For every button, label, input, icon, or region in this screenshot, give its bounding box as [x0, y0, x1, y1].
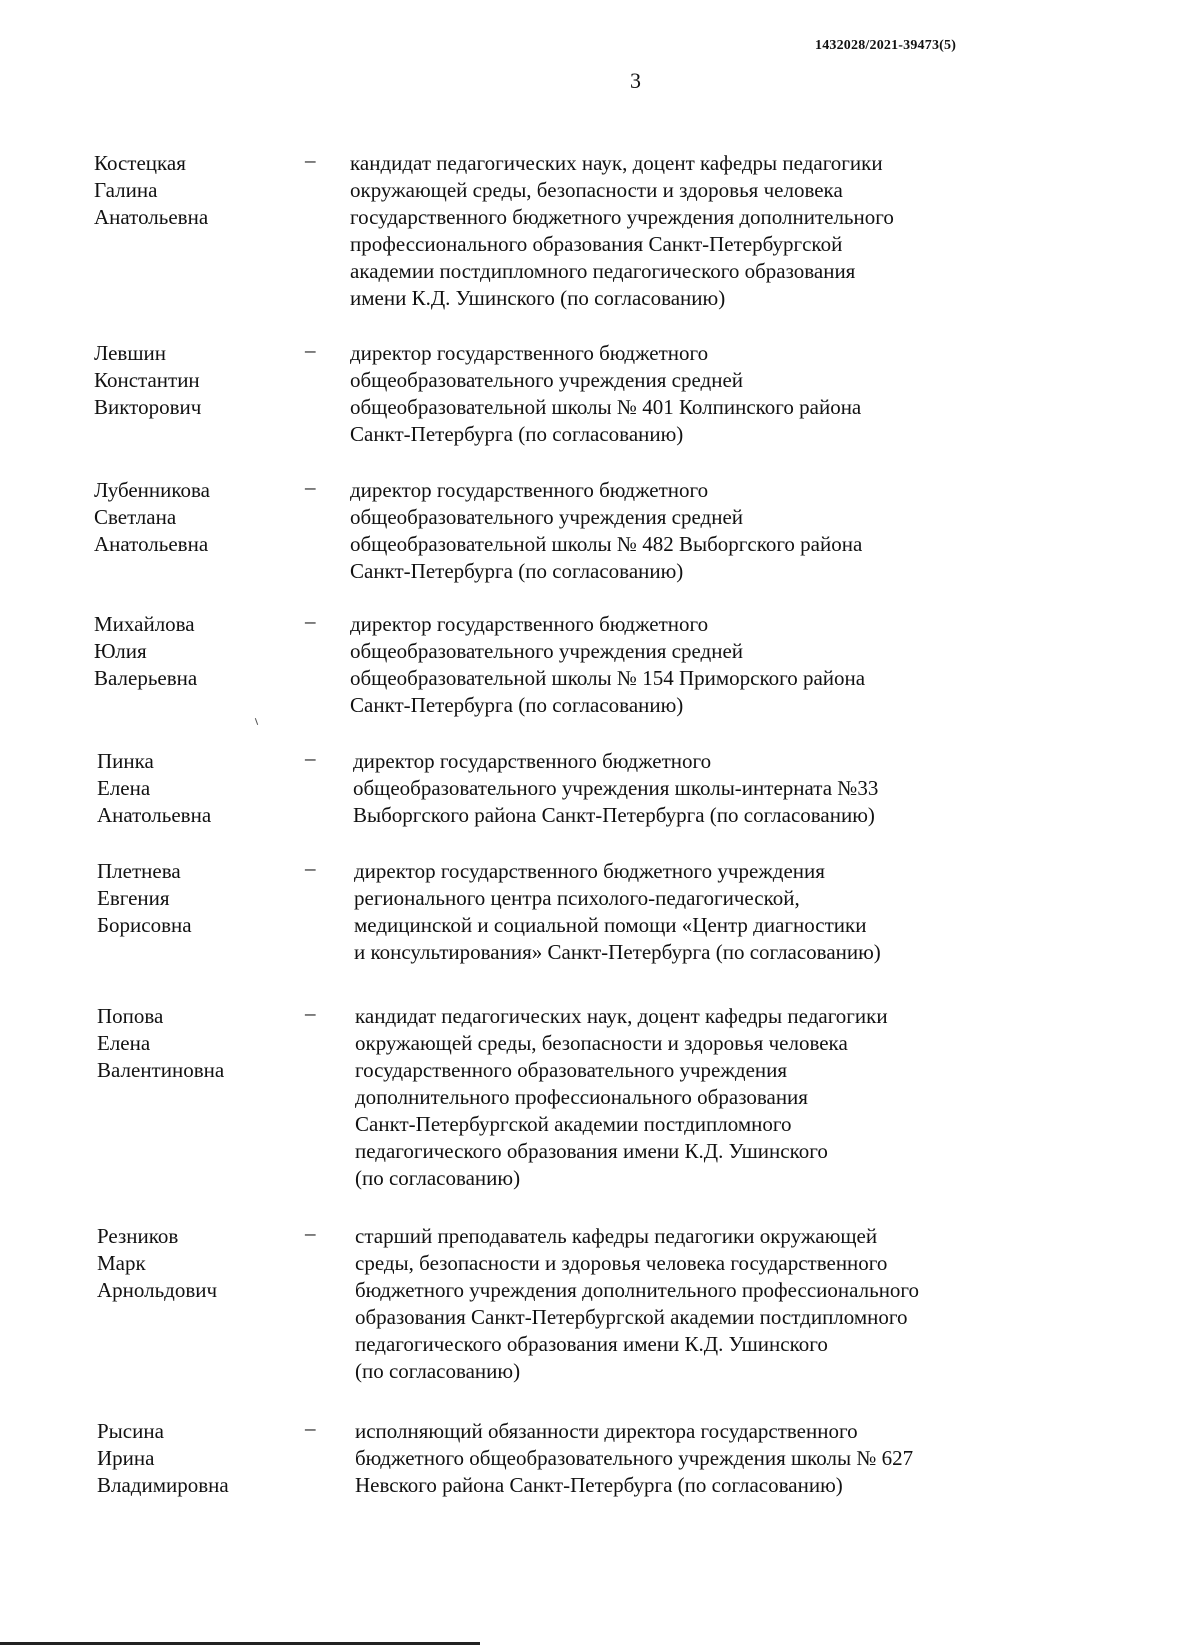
- member-role-line: директор государственного бюджетного: [350, 478, 709, 502]
- scan-mark: [255, 718, 258, 725]
- member-role: [353, 748, 1033, 829]
- member-role-line: Санкт-Петербургской академии постдипломного: [355, 1112, 792, 1136]
- member-name-line: Константин: [94, 368, 200, 392]
- member-role-line: академии постдипломного педагогического образования: [350, 259, 856, 283]
- member-role-line: Выборгского района Санкт-Петербурга (по согласованию): [353, 803, 875, 827]
- member-role-line: исполняющий обязанности директора государственного: [355, 1419, 858, 1443]
- member-role-line: Невского района Санкт-Петербурга (по согласованию): [355, 1473, 843, 1497]
- member-role-line: кандидат педагогических наук, доцент кафедры педагогики: [350, 151, 883, 175]
- member-role-line: общеобразовательного учреждения средней: [350, 639, 744, 663]
- member-role-line: директор государственного бюджетного: [350, 341, 709, 365]
- member-name-line: Пинка: [97, 749, 154, 773]
- member-role-line: бюджетного общеобразовательного учреждения школы № 627: [355, 1446, 914, 1470]
- member-role-line: директор государственного бюджетного: [350, 612, 709, 636]
- member-name-line: Плетнева: [97, 859, 181, 883]
- member-role: [350, 477, 1030, 585]
- member-name: [97, 1223, 287, 1304]
- member-role-line: директор государственного бюджетного учреждения: [354, 859, 825, 883]
- member-name: [94, 340, 284, 421]
- member-role-line: Санкт-Петербурга (по согласованию): [350, 693, 684, 717]
- member-role-line: общеобразовательного учреждения школы-интерната №33: [353, 776, 879, 800]
- member-role-line: регионального центра психолого-педагогической,: [354, 886, 800, 910]
- member-role-line: образования Санкт-Петербургской академии постдипломного: [355, 1305, 908, 1329]
- member-name-line: Валентиновна: [97, 1058, 225, 1082]
- member-name-line: Елена: [97, 1031, 151, 1055]
- dash-separator: –: [305, 1416, 316, 1440]
- dash-separator: –: [305, 609, 316, 633]
- member-name-line: Анатольевна: [94, 205, 209, 229]
- member-role: [355, 1223, 1035, 1385]
- member-role: [355, 1418, 1035, 1499]
- member-name: [97, 858, 287, 939]
- member-name-line: Ирина: [97, 1446, 155, 1470]
- member-name-line: Марк: [97, 1251, 146, 1275]
- dash-separator: –: [305, 148, 316, 172]
- member-role-line: государственного бюджетного учреждения дополнительного: [350, 205, 894, 229]
- member-name: [94, 477, 284, 558]
- member-role-line: окружающей среды, безопасности и здоровья человека: [350, 178, 843, 202]
- member-name: [97, 748, 287, 829]
- member-name-line: Рысина: [97, 1419, 164, 1443]
- member-role: [350, 340, 1030, 448]
- member-name-line: Костецкая: [94, 151, 186, 175]
- member-role-line: Санкт-Петербурга (по согласованию): [350, 422, 684, 446]
- dash-separator: –: [305, 746, 316, 770]
- member-role-line: старший преподаватель кафедры педагогики окружающей: [355, 1224, 878, 1248]
- member-role-line: (по согласованию): [355, 1166, 521, 1190]
- member-role-line: (по согласованию): [355, 1359, 521, 1383]
- document-id: 1432028/2021-39473(5): [815, 38, 957, 53]
- dash-separator: –: [305, 475, 316, 499]
- member-name-line: Михайлова: [94, 612, 195, 636]
- member-role-line: среды, безопасности и здоровья человека государственного: [355, 1251, 888, 1275]
- dash-separator: –: [305, 1221, 316, 1245]
- member-name-line: Резников: [97, 1224, 179, 1248]
- member-name: [94, 150, 284, 231]
- member-role-line: кандидат педагогических наук, доцент кафедры педагогики: [355, 1004, 888, 1028]
- member-name-line: Викторович: [94, 395, 202, 419]
- member-role-line: педагогического образования имени К.Д. Ушинского: [355, 1139, 828, 1163]
- member-name-line: Лубенникова: [94, 478, 210, 502]
- dash-separator: –: [305, 338, 316, 362]
- member-role-line: общеобразовательной школы № 401 Колпинского района: [350, 395, 862, 419]
- member-role: [355, 1003, 1035, 1192]
- member-name-line: Арнольдович: [97, 1278, 218, 1302]
- member-name-line: Елена: [97, 776, 151, 800]
- member-role-line: окружающей среды, безопасности и здоровья человека: [355, 1031, 848, 1055]
- member-role: [350, 150, 1030, 312]
- member-name-line: Левшин: [94, 341, 166, 365]
- member-role: [354, 858, 1034, 966]
- member-role-line: бюджетного учреждения дополнительного профессионального: [355, 1278, 920, 1302]
- member-name-line: Анатольевна: [97, 803, 212, 827]
- member-role-line: медицинской и социальной помощи «Центр диагностики: [354, 913, 867, 937]
- member-name-line: Юлия: [94, 639, 147, 663]
- member-role-line: профессионального образования Санкт-Петербургской: [350, 232, 843, 256]
- member-name-line: Борисовна: [97, 913, 192, 937]
- member-role-line: общеобразовательного учреждения средней: [350, 368, 744, 392]
- page-number: 3: [630, 68, 641, 93]
- member-role-line: дополнительного профессионального образования: [355, 1085, 808, 1109]
- member-name: [94, 611, 284, 692]
- dash-separator: –: [305, 856, 316, 880]
- member-role-line: имени К.Д. Ушинского (по согласованию): [350, 286, 726, 310]
- member-name-line: Анатольевна: [94, 532, 209, 556]
- member-name: [97, 1418, 287, 1499]
- dash-separator: –: [305, 1001, 316, 1025]
- member-role-line: общеобразовательной школы № 482 Выборгского района: [350, 532, 863, 556]
- member-name-line: Евгения: [97, 886, 170, 910]
- member-name-line: Попова: [97, 1004, 164, 1028]
- member-role-line: государственного образовательного учреждения: [355, 1058, 788, 1082]
- member-role-line: директор государственного бюджетного: [353, 749, 712, 773]
- member-name-line: Галина: [94, 178, 158, 202]
- member-name-line: Валерьевна: [94, 666, 198, 690]
- member-role-line: общеобразовательного учреждения средней: [350, 505, 744, 529]
- member-name-line: Светлана: [94, 505, 177, 529]
- member-name: [97, 1003, 287, 1084]
- member-role-line: общеобразовательной школы № 154 Приморского района: [350, 666, 866, 690]
- member-role-line: педагогического образования имени К.Д. Ушинского: [355, 1332, 828, 1356]
- member-role-line: Санкт-Петербурга (по согласованию): [350, 559, 684, 583]
- member-name-line: Владимировна: [97, 1473, 229, 1497]
- member-role-line: и консультирования» Санкт-Петербурга (по согласованию): [354, 940, 881, 964]
- member-role: [350, 611, 1030, 719]
